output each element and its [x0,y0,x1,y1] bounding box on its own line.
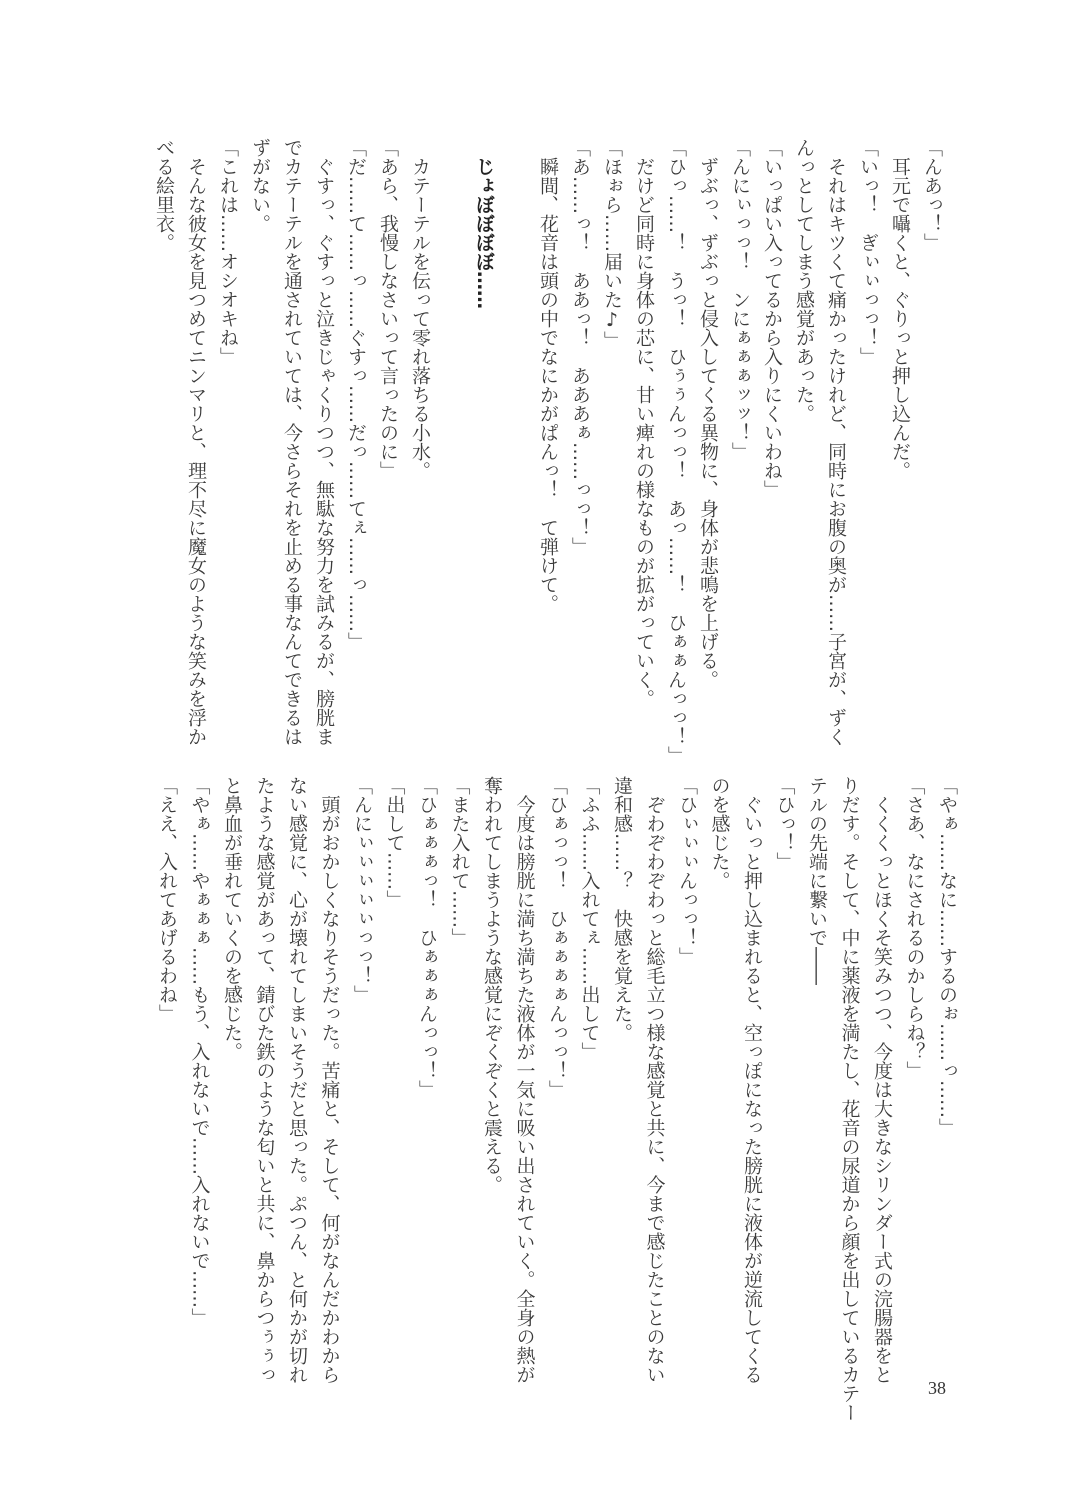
text-line: 「いっぱい入ってるから入りにくいわね」 [761,138,783,499]
text-line: 「あら、我慢しなさいって言ったのに」 [377,138,399,480]
text-line: 「んにぃっっ！ ンにぁぁぁッッ！」 [729,138,751,461]
text-line: 「ふふ……入れてぇ……出して」 [578,776,601,1061]
text-line: くくくっとほくそ笑みつつ、今度は大きなシリンダー式の浣腸器をと [871,776,893,1384]
text-line: 耳元で囁くと、ぐりっと押し込んだ。 [889,138,911,480]
text-line: 「ひっ！」 [773,776,796,871]
text-line: でカテーテルを通されていては、今さらそれを止める事なんてできるは [281,138,303,746]
text-line: 「やぁ……やぁぁぁ……もう、入れないで……入れないで……」 [188,776,211,1327]
text-line: 「ひぁぁぁっ！ ひぁぁぁんっっ！」 [416,776,438,1099]
text-line: 「だ……て……っ……ぐすっ……だっ……てぇ……っ……」 [345,138,367,651]
text-line: ずぶっ、ずぶっと侵入してくる異物に、身体が悲鳴を上げる。 [697,138,719,689]
text-line: 「あ……っ！ ああっ！ あああぁ……っっ！」 [569,138,591,556]
text-line: のを感じた。 [708,776,731,890]
text-line: 「んあっ！」 [921,138,943,252]
text-line: 「また入れて……」 [448,776,471,947]
text-line: 「さあ、なにされるのかしらね？」 [903,776,926,1080]
text-line: カテーテルを伝って零れ落ちる小水。 [409,138,431,480]
text-line: 違和感……？ 快感を覚えた。 [611,776,633,1042]
text-line: と鼻血が垂れていくのを感じた。 [221,776,243,1061]
sound-effect-line: じょぼぼぼぼ…… [473,138,495,309]
text-line: テルの先端に繋いで―― [806,776,828,985]
text-line: だけど同時に身体の芯に、甘い痺れの様なものが拡がっていく。 [633,138,655,708]
text-line: 「ひぁっっ！ ひぁぁぁぁんっっ！」 [546,776,568,1099]
text-line: ずがない。 [249,138,271,233]
text-line: 奪われてしまうような感覚にぞくぞくと震える。 [481,776,503,1194]
text-line: んっとしてしまう感覚があった。 [793,138,815,423]
text-line: りだす。そして、中に薬液を満たし、花音の尿道から顔を出しているカテー [838,776,861,1422]
text-line: 「出して……」 [383,776,406,909]
text-line: べる絵里衣。 [153,138,175,252]
text-line: 「ひぃぃぃんっっ！」 [676,776,698,966]
text-line: 頭がおかしくなりそうだった。苦痛と、そして、何がなんだかわから [318,776,341,1384]
text-line: 「んにぃぃぃぃぃっっ！」 [351,776,373,1004]
text-line: 「いっ！ ぎぃぃっっ！」 [857,138,879,366]
text-line: たような感覚があって、錆びた鉄のような匂いと共に、鼻からつぅぅっ [253,776,276,1384]
page-number: 38 [928,1378,946,1398]
text-line: 「ええ、入れてあげるわね」 [156,776,178,1023]
text-line: 「ひっ……！ うっ！ ひぅぅんっっ！ あっ……！ ひぁぁんっっ！」 [665,138,687,765]
text-line: ぞわぞわぞわっと総毛立つ様な感覚と共に、今まで感じたことのない [643,776,666,1384]
text-block-top [140,138,943,765]
text-line: 瞬間、花音は頭の中でなにかがぱんっ！ て弾けて。 [537,138,559,613]
text-line: ない感覚に、心が壊れてしまいそうだと思った。ぷつん、と何かが切れ [286,776,308,1384]
text-line: そんな彼女を見つめてニンマリと、理不尽に魔女のような笑みを浮か [185,138,207,746]
text-line: ぐすっ、ぐすっと泣きじゃくりつつ、無駄な努力を試みるが、膀胱ま [313,138,335,746]
text-line: 「これは……オシオキね」 [217,138,239,366]
text-line: 「やぁ……なに……するのぉ……っ……」 [936,776,958,1137]
text-line: ぐいっと押し込まれると、空っぽになった膀胱に液体が逆流してくる [741,776,763,1384]
text-line: 「ほぉら……届いた♪」 [601,138,623,350]
text-line: 今度は膀胱に満ち満ちた液体が一気に吸い出されていく。全身の熱が [513,776,536,1384]
text-line: それはキツくて痛かったけれど、同時にお腹の奥が……子宮が、ずく [825,138,847,746]
